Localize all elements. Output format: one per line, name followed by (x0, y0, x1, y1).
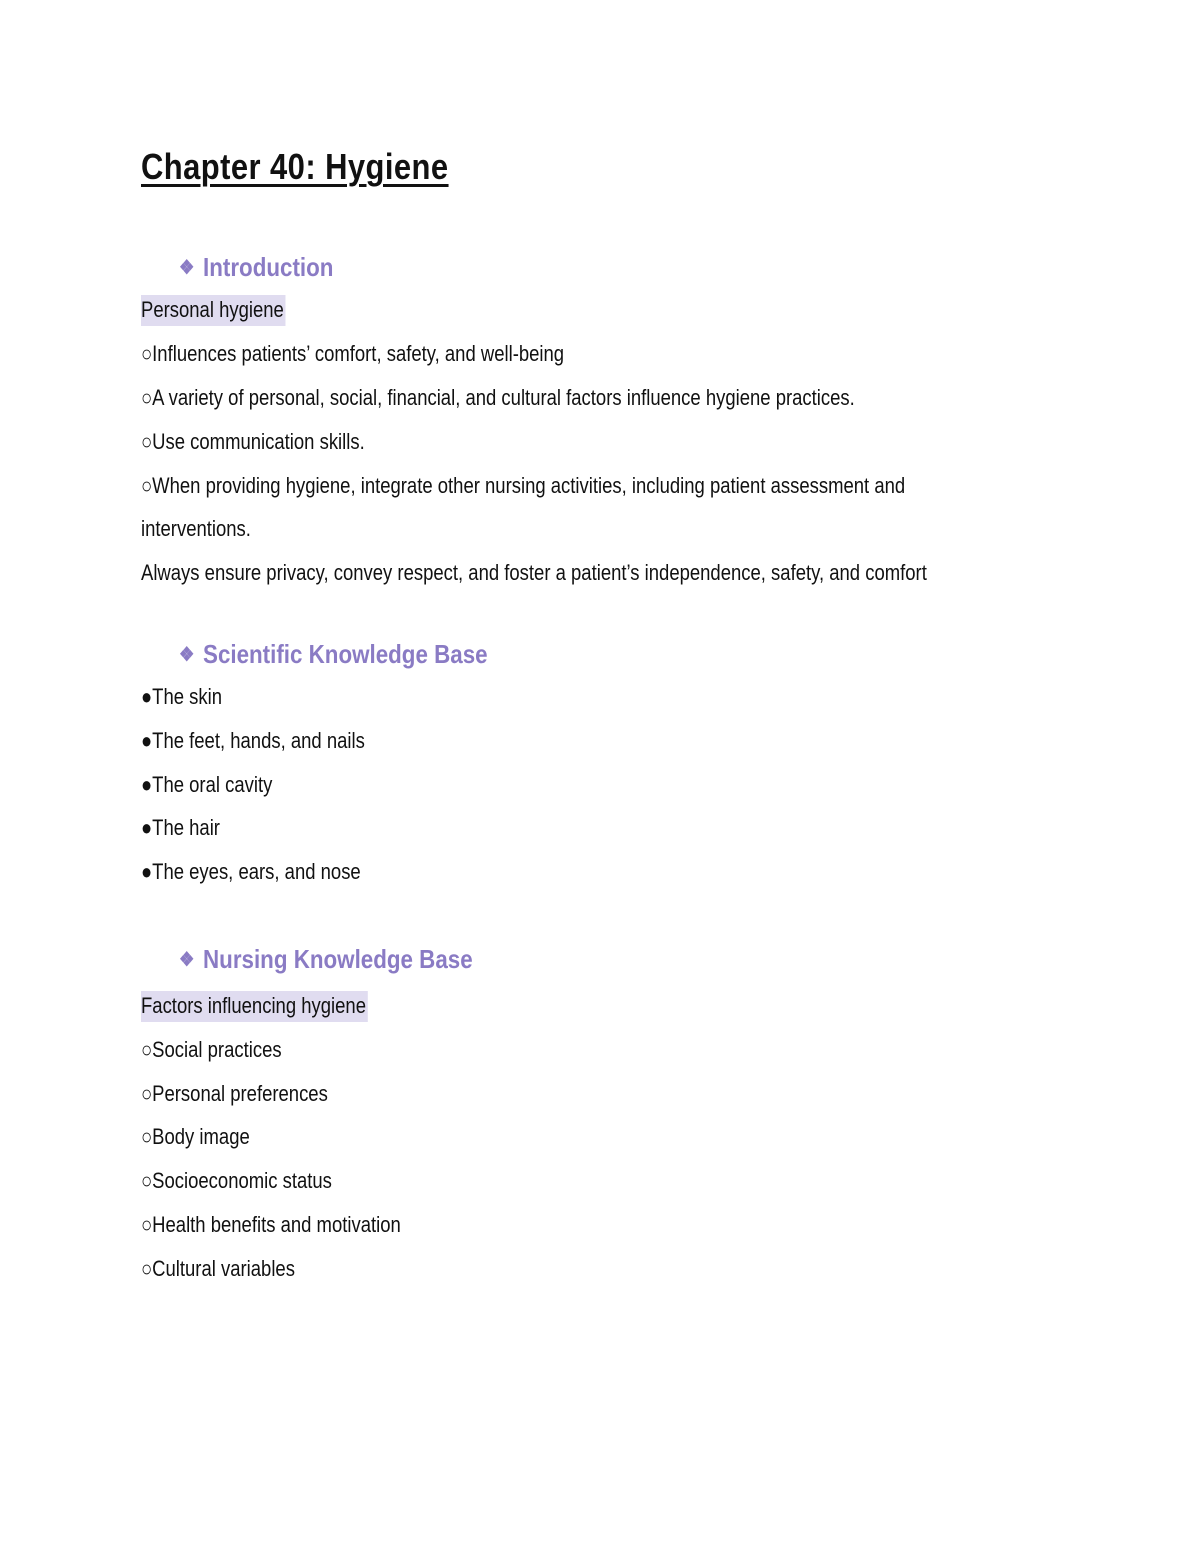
section-heading-nursing-knowledge-base (179, 944, 473, 975)
highlighted-subheading: Personal hygiene (141, 295, 285, 326)
list-item: ○Health benefits and motivation (141, 1210, 401, 1240)
hollow-circle-bullet-icon: ○ (141, 473, 153, 498)
filled-circle-bullet-icon: ● (141, 684, 153, 709)
section-heading-label: Scientific Knowledge Base (203, 639, 488, 669)
list-item: ○Socioeconomic status (141, 1166, 332, 1196)
filled-circle-bullet-icon: ● (141, 815, 153, 840)
section-heading-label: Nursing Knowledge Base (203, 944, 473, 974)
list-item-continuation: interventions. (141, 516, 251, 541)
list-item: ●The feet, hands, and nails (141, 726, 365, 756)
hollow-circle-bullet-icon: ○ (141, 385, 153, 410)
filled-circle-bullet-icon: ● (141, 859, 153, 884)
diamond-star-icon: ❖ (179, 257, 195, 279)
list-item: ○When providing hygiene, integrate other nursing activities, including patient assessment and (141, 471, 905, 501)
subheading-factors-influencing-hygiene (141, 991, 368, 1021)
section-heading-label: Introduction (203, 252, 334, 282)
list-item: ●The hair (141, 813, 220, 843)
hollow-circle-bullet-icon: ○ (141, 1212, 153, 1237)
diamond-star-icon: ❖ (179, 644, 195, 666)
list-item: ●The eyes, ears, and nose (141, 857, 361, 887)
section-heading-scientific-knowledge-base (179, 639, 488, 670)
list-item: ○A variety of personal, social, financial, and cultural factors influence hygiene practices. (141, 383, 855, 413)
hollow-circle-bullet-icon: ○ (141, 429, 153, 454)
hollow-circle-bullet-icon: ○ (141, 1081, 153, 1106)
list-item: ○Body image (141, 1122, 250, 1152)
filled-circle-bullet-icon: ● (141, 728, 153, 753)
list-item: ●The oral cavity (141, 770, 272, 800)
hollow-circle-bullet-icon: ○ (141, 1037, 153, 1062)
list-item: ○Cultural variables (141, 1254, 295, 1284)
hollow-circle-bullet-icon: ○ (141, 341, 153, 366)
list-item: ●The skin (141, 682, 222, 712)
highlighted-subheading: Factors influencing hygiene (141, 991, 368, 1022)
filled-circle-bullet-icon: ● (141, 772, 153, 797)
list-item: ○Use communication skills. (141, 427, 365, 457)
hollow-circle-bullet-icon: ○ (141, 1168, 153, 1193)
list-item: ○Influences patients’ comfort, safety, and well-being (141, 339, 564, 369)
intro-note: Always ensure privacy, convey respect, and foster a patient’s independence, safety, and comfort (141, 560, 927, 585)
list-item: ○Personal preferences (141, 1079, 328, 1109)
list-item: ○Social practices (141, 1035, 282, 1065)
diamond-star-icon: ❖ (179, 949, 195, 971)
hollow-circle-bullet-icon: ○ (141, 1124, 153, 1149)
page-title: Chapter 40: Hygiene (141, 146, 449, 187)
hollow-circle-bullet-icon: ○ (141, 1256, 153, 1281)
section-heading-introduction (179, 252, 333, 283)
subheading-personal-hygiene (141, 295, 285, 325)
